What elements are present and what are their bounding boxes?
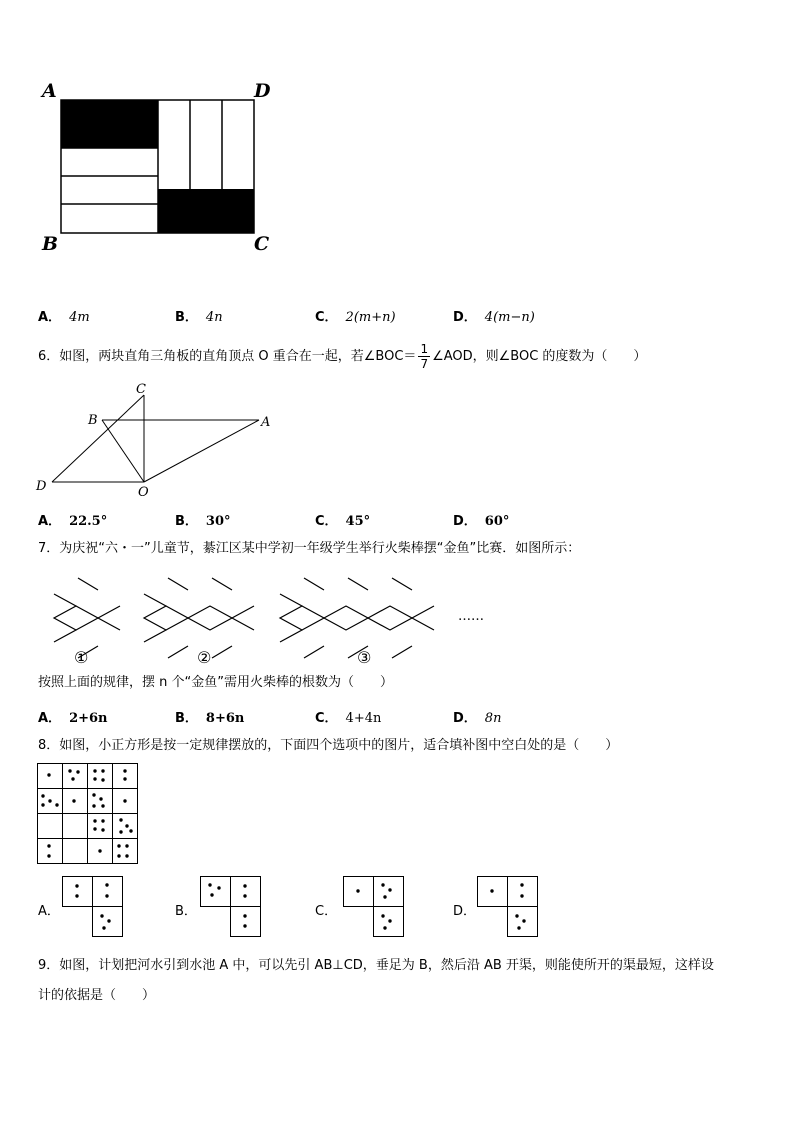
- q8-option-d-label[interactable]: D．: [453, 904, 477, 919]
- q6-option-c[interactable]: C． 45°: [315, 514, 371, 529]
- q6-question: 6．如图，两块直角三角板的直角顶点 O 重合在一起，若∠BOC＝ $\frac{1}{7}$ ∠AOD，则∠BOC 的度数为（ ）: [38, 342, 647, 371]
- label-B: B: [88, 413, 98, 428]
- q6-fraction: $\frac{1}{7}$: [420, 342, 429, 371]
- q7-goldfish-figure: [40, 570, 500, 670]
- q8-option-a-figure[interactable]: [62, 876, 124, 938]
- q5-option-b[interactable]: B． 4n: [175, 310, 223, 325]
- q8-question: 8．如图，小正方形是按一定规律摆放的，下面四个选项中的图片，适合填补图中空白处的是（ ）: [38, 738, 619, 753]
- fig-label-1: ①: [74, 648, 89, 667]
- label-C: C: [254, 233, 270, 255]
- q7-option-c[interactable]: C． 4+4n: [315, 711, 382, 726]
- ellipsis: ……: [458, 609, 484, 624]
- q8-option-c-figure[interactable]: [343, 876, 405, 938]
- q5-rectangle-figure: [38, 78, 278, 258]
- q9-question-line1: 9．如图，计划把河水引到水池 A 中，可以先引 AB⊥CD，垂足为 B，然后沿 AB 开渠，则能使所开的渠最短，这样设: [38, 958, 714, 973]
- q5-option-d[interactable]: D． 4(m−n): [453, 310, 535, 325]
- fig-label-2: ②: [197, 648, 212, 667]
- label-A: A: [42, 80, 57, 102]
- q6-option-b[interactable]: B． 30°: [175, 514, 231, 529]
- q7-option-b[interactable]: B． 8+6n: [175, 711, 245, 726]
- label-O: O: [138, 485, 149, 500]
- q6-option-a[interactable]: A． 22.5°: [38, 514, 108, 529]
- label-A: A: [261, 415, 271, 430]
- q7-option-a[interactable]: A． 2+6n: [38, 711, 108, 726]
- q5-option-c[interactable]: C． 2(m+n): [315, 310, 396, 325]
- q6-option-d[interactable]: D． 60°: [453, 514, 510, 529]
- q7-question: 7．为庆祝“六・一”儿童节，綦江区某中学初一年级学生举行火柴棒摆“金鱼”比赛．如图所示：: [38, 541, 581, 556]
- q8-option-a-label[interactable]: A．: [38, 904, 60, 919]
- q7-option-d[interactable]: D． 8n: [453, 711, 502, 726]
- q8-option-d-figure[interactable]: [477, 876, 539, 938]
- q8-option-b-figure[interactable]: [200, 876, 262, 938]
- q9-question-line2: 计的依据是（ ）: [38, 988, 156, 1003]
- label-D: D: [36, 479, 47, 494]
- q6-triangles-figure: [30, 378, 280, 500]
- label-D: D: [254, 80, 271, 102]
- label-B: B: [42, 233, 59, 255]
- fig-label-3: ③: [357, 648, 372, 667]
- q5-option-a[interactable]: A． 4m: [38, 310, 90, 325]
- q8-option-b-label[interactable]: B．: [175, 904, 197, 919]
- q8-dot-grid: [37, 763, 139, 865]
- q7-rule-text: 按照上面的规律，摆 n 个“金鱼”需用火柴棒的根数为（ ）: [38, 675, 393, 690]
- q8-option-c-label[interactable]: C．: [315, 904, 338, 919]
- label-C: C: [136, 382, 146, 397]
